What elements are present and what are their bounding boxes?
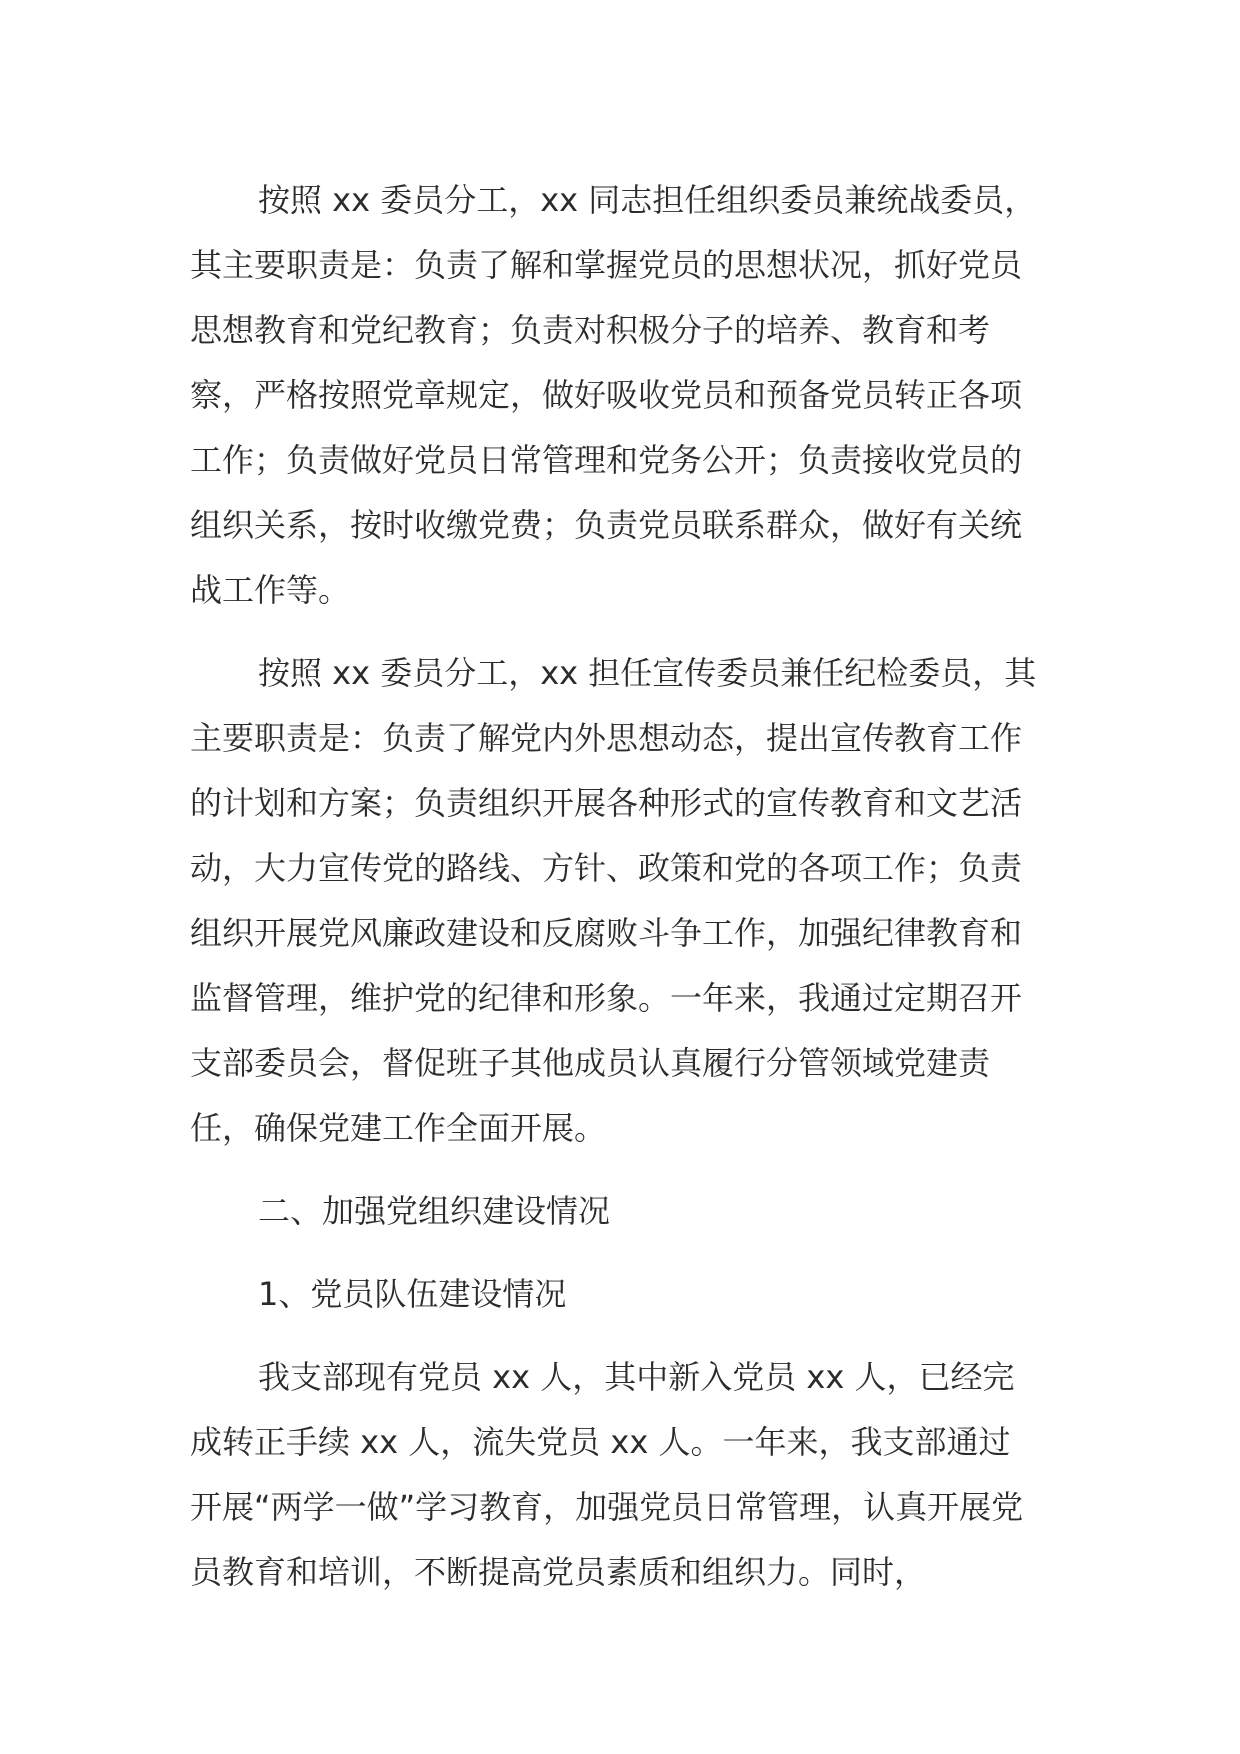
paragraph-membership: 我支部现有党员 xx 人，其中新入党员 xx 人，已经完成转正手续 xx 人，流失党员 xx 人。一年来，我支部通过开展“两学一做”学习教育，加强党员日常管理，认真开展党员教育和培训，不断提高党员素质和组织力。同时， [190, 1358, 1024, 1591]
paragraph-propaganda-committee: 按照 xx 委员分工，xx 担任宣传委员兼任纪检委员，其主要职责是：负责了解党内外思想动态，提出宣传教育工作的计划和方案；负责组织开展各种形式的宣传教育和文艺活动，大力宣传党的路线、方针、政策和党的各项工作；负责组织开展党风廉政建设和反腐败斗争工作，加强纪律教育和监督管理，维护党的纪律和形象。一年来，我通过定期召开支部委员会，督促班子其他成员认真履行分管领域党建责任，确保党建工作全面开展。 [190, 654, 1037, 1147]
subsection-heading: 1、党员队伍建设情况 [258, 1275, 567, 1313]
section-heading: 二、加强党组织建设情况 [258, 1192, 611, 1230]
document-body [190, 168, 1040, 1623]
paragraph-organization-committee: 按照 xx 委员分工，xx 同志担任组织委员兼统战委员，其主要职责是：负责了解和掌握党员的思想状况，抓好党员思想教育和党纪教育；负责对积极分子的培养、教育和考察，严格按照党章规定，做好吸收党员和预备党员转正各项工作；负责做好党员日常管理和党务公开；负责接收党员的组织关系，按时收缴党费；负责党员联系群众，做好有关统战工作等。 [190, 181, 1037, 609]
